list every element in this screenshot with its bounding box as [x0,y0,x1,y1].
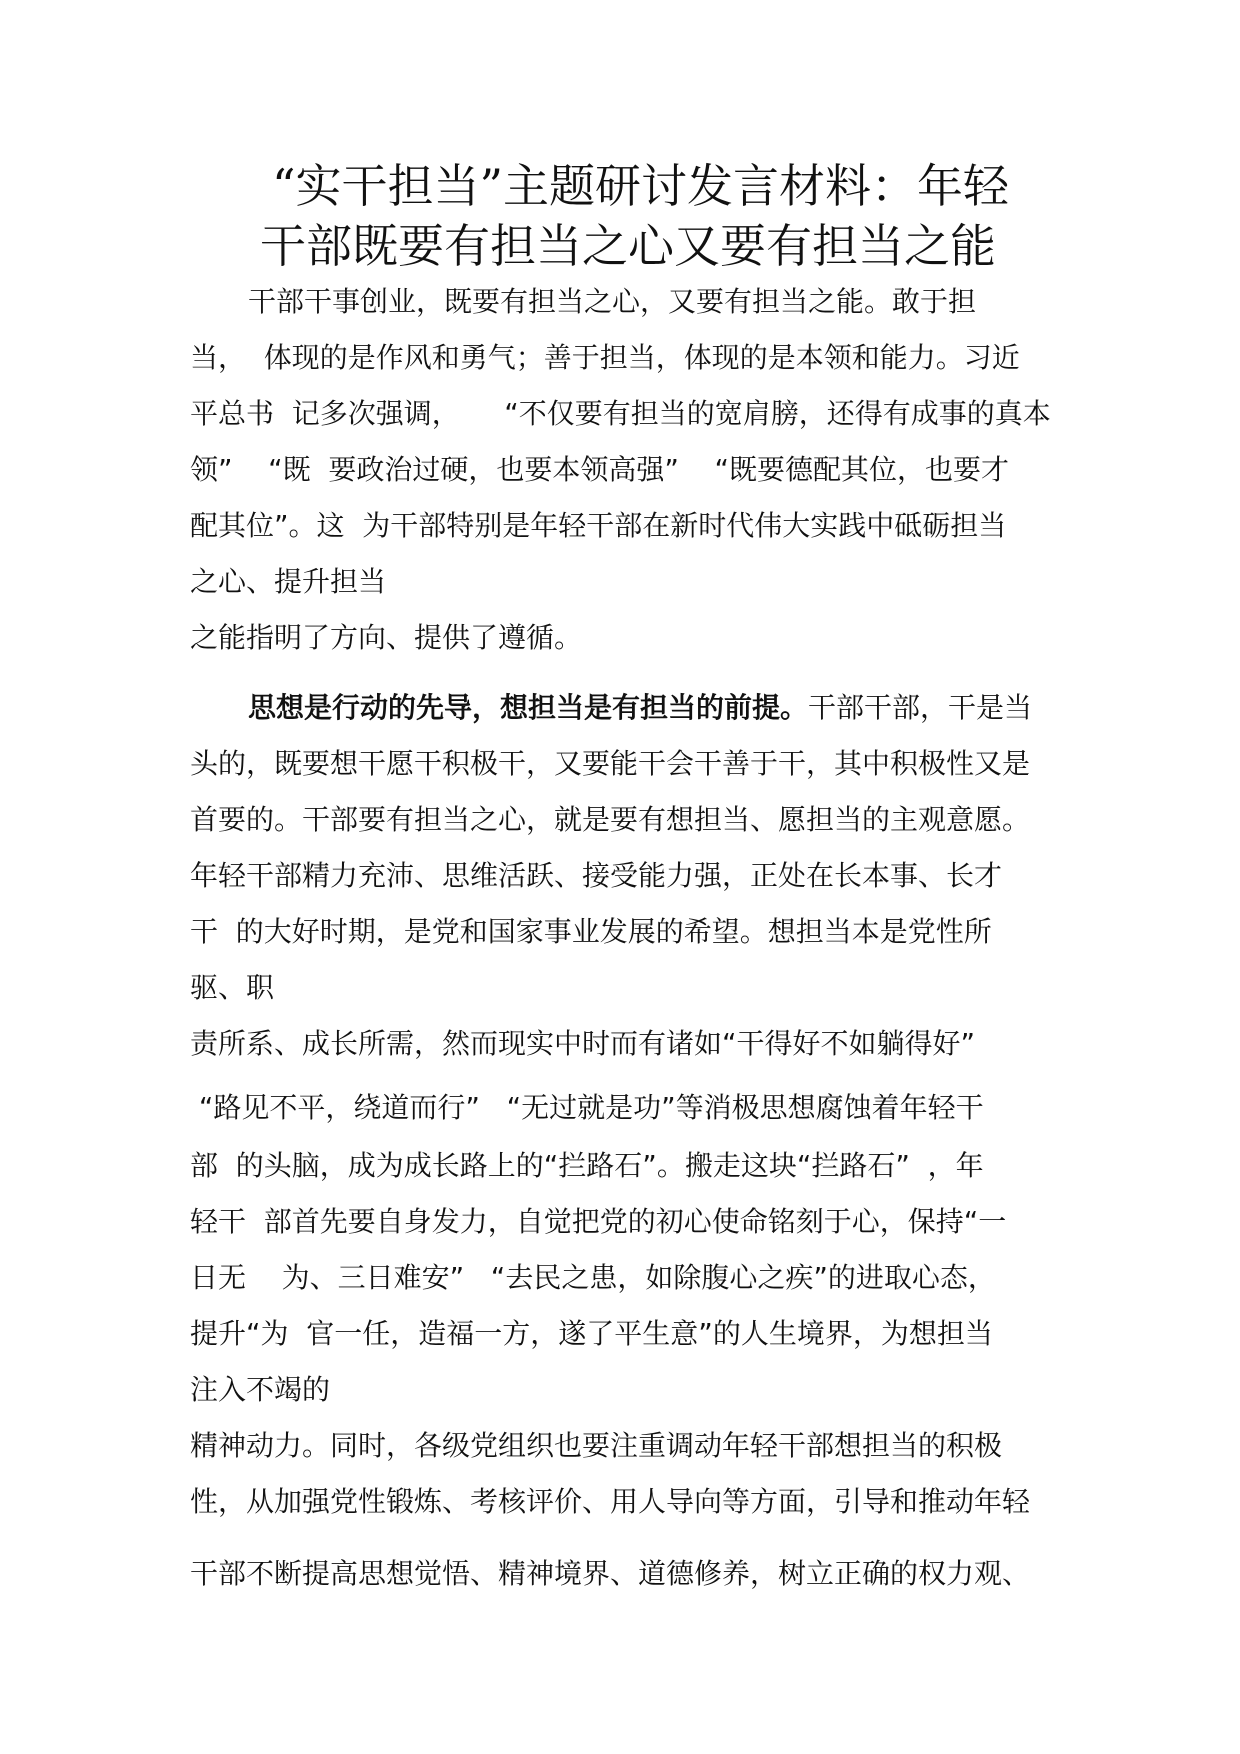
body-line: 注入不竭的 [190,1373,331,1406]
body-line: “路见不平，绕道而行” “无过就是功”等消极思想腐蚀着年轻干 [190,1091,984,1124]
body-line: 领” “既 要政治过硬，也要本领高强” “既要德配其位，也要才 [190,453,1010,486]
bold-lead-sentence: 思想是行动的先导，想担当是有担当的前提。 [248,691,809,724]
body-line: 干部干事创业，既要有担当之心，又要有担当之能。敢于担 [248,285,977,318]
body-line: 头的，既要想干愿干积极干，又要能干会干善于干，其中积极性又是 [190,747,1031,780]
body-line: 首要的。干部要有担当之心，就是要有想担当、愿担当的主观意愿。 [190,803,1031,836]
body-line: 日无 为、三日难安” “去民之患，如除腹心之疾”的进取心态， [190,1261,996,1294]
body-line: 平总书 记多次强调， “不仅要有担当的宽肩膀，还得有成事的真本 [190,397,1051,430]
body-text: 干部干部，干是当 [808,691,1033,724]
body-line: 年轻干部精力充沛、思维活跃、接受能力强，正处在长本事、长才 [190,859,1003,892]
body-line: 提升“为 官一任，造福一方，遂了平生意”的人生境界，为想担当 [190,1317,993,1350]
body-line: 精神动力。同时，各级党组织也要注重调动年轻干部想担当的积极 [190,1429,1003,1462]
document-title [190,156,1070,276]
body-line: 责所系、成长所需，然而现实中时而有诸如“干得好不如躺得好” [190,1027,976,1060]
body-line: 干部不断提高思想觉悟、精神境界、道德修养，树立正确的权力观、 [190,1557,1031,1590]
body-line: 之能指明了方向、提供了遵循。 [190,621,583,654]
paragraph-lead-line [248,688,1032,728]
body-line: 干 的大好时期，是党和国家事业发展的希望。想担当本是党性所 [190,915,992,948]
title-line-1: “实干担当”主题研讨发言材料：年轻 [272,159,1010,213]
body-line: 部 的头脑，成为成长路上的“拦路石”。搬走这块“拦路石” ，年 [190,1149,984,1182]
body-line: 配其位”。这 为干部特别是年轻干部在新时代伟大实践中砥砺担当 [190,509,1007,542]
body-line: 当， 体现的是作风和勇气；善于担当，体现的是本领和能力。习近 [190,341,1020,374]
body-line: 之心、提升担当 [190,565,387,598]
title-line-2: 干部既要有担当之心又要有担当之能 [260,219,996,273]
body-line: 轻干 部首先要自身发力，自觉把党的初心使命铭刻于心，保持“一 [190,1205,1007,1238]
body-line: 性，从加强党性锻炼、考核评价、用人导向等方面，引导和推动年轻 [190,1485,1031,1518]
body-line: 驱、职 [190,971,275,1004]
